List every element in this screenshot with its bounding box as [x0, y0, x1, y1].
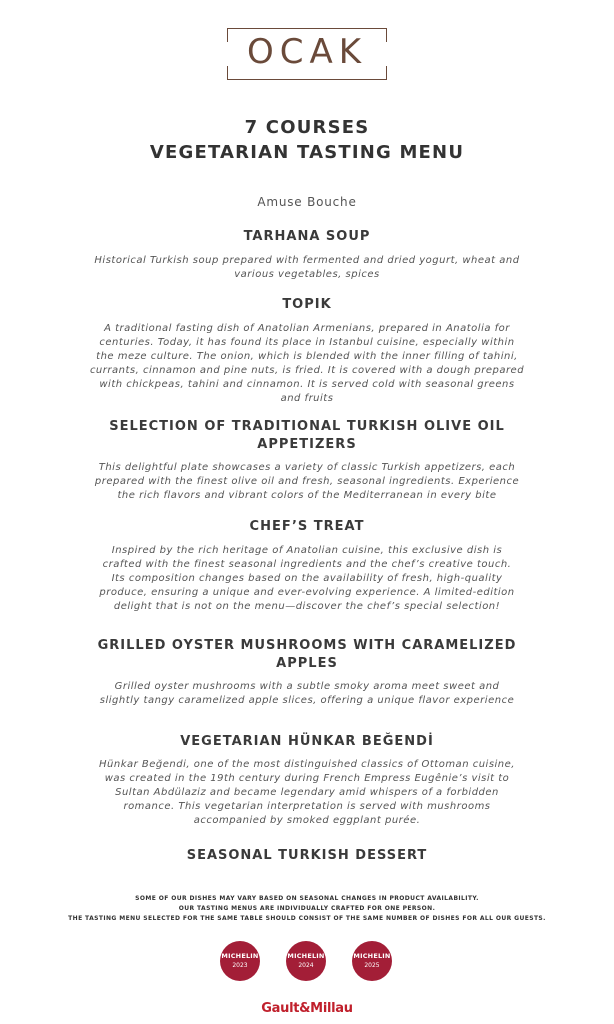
note-same-table: THE TASTING MENU SELECTED FOR THE SAME TABLE SHOULD CONSIST OF THE SAME NUMBER OF DISHES FOR ALL OUR GUESTS. [68, 915, 546, 922]
michelin-badge-2023: MICHELIN 2023 [220, 941, 260, 981]
dish-title-seasonal-dessert: SEASONAL TURKISH DESSERT [186, 848, 428, 863]
menu-title-line1: 7 COURSES [244, 117, 370, 138]
dish-description-hunkar-begendi: Hünkar Beğendi, one of the most distinguished classics of Ottoman cuisine, was created in the 19th century during French Empress Eugênie’s visit to Sultan Abdülaziz and became legendary amid whispers of a forbidden romance. This vegetarian interpretation is served with mushrooms accompanied by smoked eggplant purée. [99, 759, 515, 826]
note-seasonal: SOME OF OUR DISHES MAY VARY BASED ON SEASONAL CHANGES IN PRODUCT AVAILABILITY. [135, 895, 479, 902]
dish-title-grilled-oyster-mushrooms: GRILLED OYSTER MUSHROOMS WITH CARAMELIZED APPLES [97, 638, 517, 671]
dish-description-grilled-oyster-mushrooms: Grilled oyster mushrooms with a subtle smoky aroma meet sweet and slightly tangy caramelized apple slices, offering a unique flavor experience [99, 681, 515, 706]
amuse-bouche-label: Amuse Bouche [257, 195, 357, 209]
michelin-badge-2025: MICHELIN 2025 [352, 941, 392, 981]
logo-text: OCAK [246, 32, 368, 72]
ocak-logo [227, 28, 389, 82]
dish-title-topik: TOPIK [282, 297, 332, 312]
gault-millau-logo: Gault&Millau [261, 1001, 353, 1016]
dish-description-topik: A traditional fasting dish of Anatolian Armenians, prepared in Anatolia for centuries. Today, it has found its place in Istanbul cuisine, especially within the meze culture. The onion, which is blended with the inner filling of tahini, currants, cinnamon and pine nuts, is fried. It is covered with a dough prepared with chickpeas, tahini and cinnamon. It is served cold with seasonal greens and fruits [89, 323, 525, 404]
dish-title-chefs-treat: CHEF’S TREAT [249, 519, 365, 534]
dish-title-hunkar-begendi: VEGETARIAN HÜNKAR BEĞENDİ [180, 734, 434, 749]
note-individual: OUR TASTING MENUS ARE INDIVIDUALLY CRAFTED FOR ONE PERSON. [178, 905, 436, 912]
dish-description-chefs-treat: Inspired by the rich heritage of Anatolian cuisine, this exclusive dish is crafted with the finest seasonal ingredients and the chef’s creative touch. Its composition changes based on the availability of fresh, high-quality produce, ensuring a unique and ever-evolving experience. A limited-edition delight that is not on the menu—discover the chef’s special selection! [99, 545, 515, 612]
dish-description-tarhana-soup: Historical Turkish soup prepared with fermented and dried yogurt, wheat and various vegetables, spices [94, 255, 520, 280]
menu-title-line2: VEGETARIAN TASTING MENU [149, 142, 465, 163]
dish-title-tarhana-soup: TARHANA SOUP [243, 229, 371, 244]
dish-description-olive-oil-appetizers: This delightful plate showcases a variety of classic Turkish appetizers, each prepared with the finest olive oil and fresh, seasonal ingredients. Experience the rich flavors and vibrant colors of the Mediterranean in every bite [94, 462, 520, 501]
michelin-badge-2024: MICHELIN 2024 [286, 941, 326, 981]
dish-title-olive-oil-appetizers: SELECTION OF TRADITIONAL TURKISH OLIVE OIL APPETIZERS [109, 419, 505, 452]
